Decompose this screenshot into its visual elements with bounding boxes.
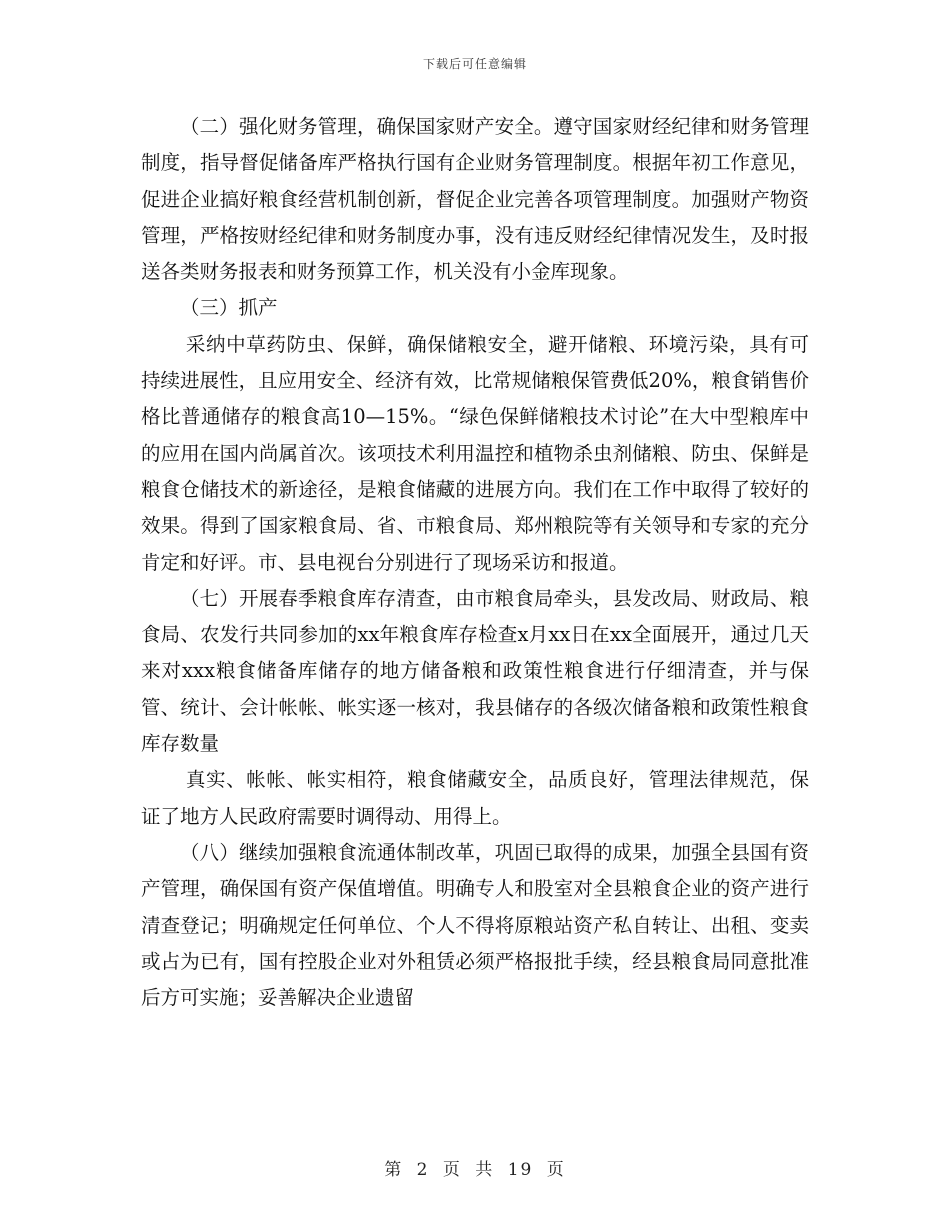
paragraph-spring-inventory-check: （七）开展春季粮食库存清查，由市粮食局牵头，县发改局、财政局、粮食局、农发行共同参加的xx年粮食库存检查x月xx日在xx全面展开，通过几天来对xxx粮食储备库储存的地方储备粮和政策性粮食进行仔细清查，并与保管、统计、会计帐帐、帐实逐一核对，我县储存的各级次储备粮和政策性粮食库存数量 — [141, 586, 809, 756]
paragraph-green-storage-technology: 采纳中草药防虫、保鲜，确保储粮安全，避开储粮、环境污染，具有可持续进展性，且应用安全、经济有效，比常规储粮保管费低20%，粮食销售价格比普通储存的粮食高10—15%。“绿色保鲜储粮技术讨论”在大中型粮库中的应用在国内尚属首次。该项技术利用温控和植物杀虫剂储粮、防虫、保鲜是粮食仓储技术的新途径，是粮食储藏的进展方向。我们在工作中取得了较好的效果。得到了国家粮食局、省、市粮食局、郑州粮院等有关领导和专家的充分肯定和好评。市、县电视台分别进行了现场采访和报道。 — [141, 332, 809, 574]
page-header: 下载后可任意编辑 — [422, 57, 527, 71]
paragraph-inventory-result: 真实、帐帐、帐实相符，粮食储藏安全，品质良好，管理法律规范，保证了地方人民政府需要时调得动、用得上。 — [141, 768, 809, 828]
document-body — [141, 109, 809, 1016]
page-number: 第 2 页 共 19 页 — [384, 1160, 566, 1180]
paragraph-reform-asset-management: （八）继续加强粮食流通体制改革，巩固已取得的成果，加强全县国有资产管理，确保国有资产保值增值。明确专人和股室对全县粮食企业的资产进行清查登记；明确规定任何单位、个人不得将原粮站资产私自转让、出租、变卖或占为已有，国有控股企业对外租赁必须严格报批手续，经县粮食局同意批准后方可实施；妥善解决企业遗留 — [141, 840, 809, 1010]
paragraph-finance-management: （二）强化财务管理，确保国家财产安全。遵守国家财经纪律和财务管理制度，指导督促储备库严格执行国有企业财务管理制度。根据年初工作意见，促进企业搞好粮食经营机制创新，督促企业完善各项管理制度。加强财产物资管理，严格按财经纪律和财务制度办事，没有违反财经纪律情况发生，及时报送各类财务报表和财务预算工作，机关没有小金库现象。 — [141, 115, 809, 284]
paragraph-section-heading: （三）抓产 — [180, 296, 278, 320]
